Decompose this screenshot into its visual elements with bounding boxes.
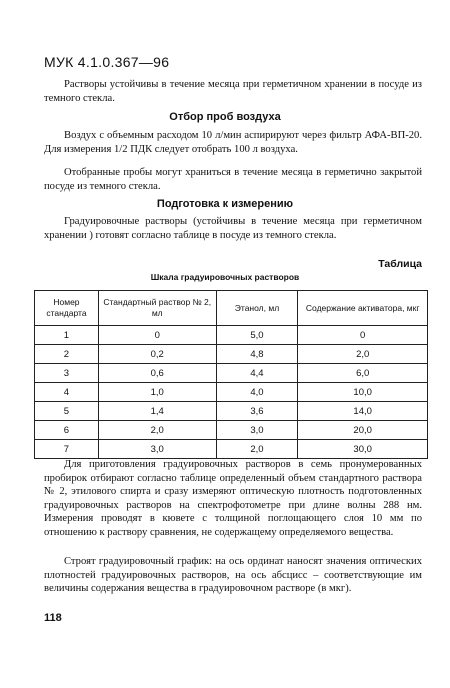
table-cell: 3,0 (98, 440, 216, 459)
paragraph-sample-storage: Отобранные пробы могут храниться в течение месяца в герметично закрытой посуде из темного стекла. (44, 167, 422, 192)
table-cell: 6,0 (298, 364, 428, 383)
column-header: Этанол, мл (216, 291, 298, 326)
table-cell: 4 (35, 383, 99, 402)
table-cell: 2,0 (216, 440, 298, 459)
table-cell: 2,0 (98, 421, 216, 440)
table-cell: 3 (35, 364, 99, 383)
column-header: Номер стандарта (35, 291, 99, 326)
table-cell: 30,0 (298, 440, 428, 459)
table-cell: 7 (35, 440, 99, 459)
table-cell: 4,4 (216, 364, 298, 383)
calibration-table (34, 290, 428, 459)
paragraph-procedure: Для приготовления градуировочных растворов в семь пронумерованных пробирок отбирают согласно таблице определенный объем стандартного раствора № 2, этилового спирта и сразу измеряют оптическую плотность подготовленных градуировочных растворов на спектрофотометре при длине волны 288 нм. Измерения проводят в кювете с толщиной поглощающего слоя 10 мм по отношению к раствору сравнения, не содержащему определяемого вещества. (44, 459, 422, 538)
table-cell: 0 (298, 326, 428, 345)
paragraph-calibration: Градуировочные растворы (устойчивы в течение месяца при герметичном хранении ) готовят согласно таблице в посуде из темного стекла. (44, 216, 422, 241)
page-number: 118 (44, 612, 62, 624)
table-cell: 1 (35, 326, 99, 345)
table-row (35, 440, 428, 459)
table-row (35, 383, 428, 402)
table-row (35, 364, 428, 383)
table-cell: 0 (98, 326, 216, 345)
table-cell: 2 (35, 345, 99, 364)
table-cell: 4,8 (216, 345, 298, 364)
table-cell: 0,6 (98, 364, 216, 383)
doc-code-header: МУК 4.1.0.367—96 (44, 54, 170, 70)
table-cell: 2,0 (298, 345, 428, 364)
table-cell: 5,0 (216, 326, 298, 345)
table-cell: 10,0 (298, 383, 428, 402)
column-header: Содержание активатора, мкг (298, 291, 428, 326)
table-row (35, 402, 428, 421)
table-caption: Шкала градуировочных растворов (150, 272, 300, 282)
table-cell: 6 (35, 421, 99, 440)
column-header: Стандартный раствор № 2, мл (98, 291, 216, 326)
table-cell: 3,0 (216, 421, 298, 440)
table-cell: 4,0 (216, 383, 298, 402)
table-cell: 20,0 (298, 421, 428, 440)
table-row (35, 326, 428, 345)
paragraph-storage: Растворы устойчивы в течение месяца при герметичном хранении в посуде из темного стекла. (44, 79, 422, 104)
heading-sampling: Отбор проб воздуха (169, 111, 281, 123)
table-cell: 5 (35, 402, 99, 421)
table-cell: 1,4 (98, 402, 216, 421)
table-header-row (35, 291, 428, 326)
heading-preparation: Подготовка к измерению (156, 198, 294, 210)
table-cell: 0,2 (98, 345, 216, 364)
paragraph-graph: Строят градуировочный график: на ось ординат наносят значения оптических плотностей градуировочных растворов, на ось абсцисс – соответствующие им величины содержания вещества в градуировочном растворе (в мкг). (44, 556, 422, 595)
table-row (35, 345, 428, 364)
table-cell: 3,6 (216, 402, 298, 421)
table-label: Таблица (378, 258, 422, 270)
table-row (35, 421, 428, 440)
table-cell: 1,0 (98, 383, 216, 402)
table-cell: 14,0 (298, 402, 428, 421)
paragraph-sampling: Воздух с объемным расходом 10 л/мин аспирируют через фильтр АФА-ВП-20. Для измерения 1/2 ПДК следует отобрать 100 л воздуха. (44, 130, 422, 155)
